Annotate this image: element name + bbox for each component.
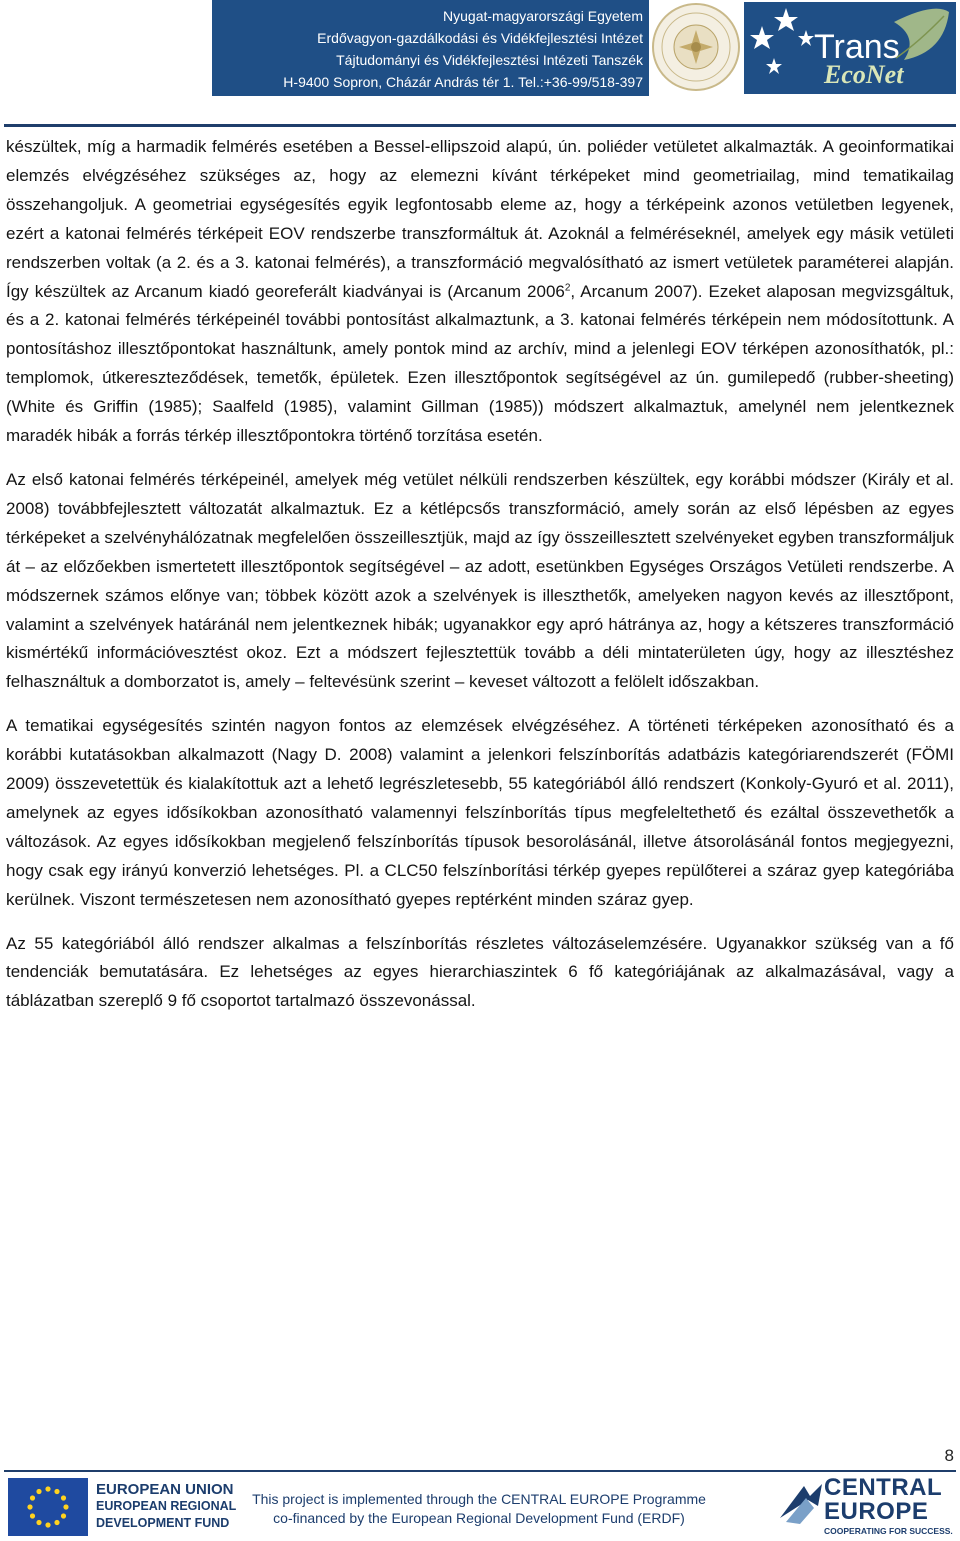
header-institute: Erdővagyon-gazdálkodási és Vidékfejlesztési Intézet [317, 30, 643, 46]
header-address: H-9400 Sopron, Cházár András tér 1. Tel.:+36-99/518-397 [283, 74, 643, 90]
footnote-marker: 2 [564, 281, 571, 293]
trans-econet-logo [744, 2, 956, 94]
eu-fund-label [96, 1481, 236, 1532]
page-number: 8 [944, 1446, 954, 1465]
eu-line-3: DEVELOPMENT FUND [96, 1516, 230, 1530]
document-body [6, 133, 954, 1031]
header-university: Nyugat-magyarországi Egyetem [443, 8, 643, 24]
paragraph-1-text-b: , Arcanum 2007). Ezeket alaposan megvizsgáltuk, és a 2. katonai felmérés térképeinél további pontosítást alkalmaztunk, a 3. katonai felmérés térképein nem módosítottunk. A pontosításhoz illesztőpontokat használtunk, amely pontok mind az archív, mind a jelenlegi EOV térképen azonosíthatók, pl.: templomok, útkereszteződések, temetők, épületek. Ezen illesztőpontok segítségével az ún. gumilepedő (rubber-sheeting) (White és Griffin (1985); Saalfeld (1985), valamint Gillman (1985)) módszert alkalmaztuk, amelynél nem jelentkeznek maradék hibák a forrás térkép illesztőpontokra történő torzítása esetén. [6, 281, 954, 446]
paragraph-4: Az 55 kategóriából álló rendszer alkalmas a felszínborítás részletes változáselemzésére. Ugyanakkor szükség van a fő tendenciák bemutatására. Ez lehetséges az egyes hierarchiaszintek 6 fő kategóriájának az alkalmazásával, vagy a táblázatban szereplő 9 fő csoportot tartalmazó összevonással. [6, 933, 954, 1011]
programme-line-2: co-financed by the European Regional Development Fund (ERDF) [273, 1510, 685, 1526]
programme-line-1: This project is implemented through the CENTRAL EUROPE Programme [252, 1491, 706, 1507]
ce-line-1: CENTRAL [824, 1474, 943, 1501]
central-europe-logo [776, 1474, 956, 1538]
programme-statement [224, 1490, 734, 1528]
econet-logo-text: EcoNet [824, 60, 904, 89]
university-seal-logo [651, 2, 741, 92]
header-divider [4, 124, 956, 127]
paragraph-1 [6, 133, 954, 451]
paragraph-2: Az első katonai felmérés térképeinél, amelyek még vetület nélküli rendszerben készültek, egy korábbi módszer (Király et al. 2008) továbbfejlesztett változatát alkalmaztuk. Ez a kétlépcsős transzformáció, amely során az első lépésben az egyes térképeket a szelvényhálózatnak megfelelően összeillesztjük, majd az így összeillesztett szelvényeket egyben transzformáljuk át – az előzőekben ismertetett illesztőpontok segítségével – az adott, esetünkben Egységes Országos Vetületi rendszerbe. A módszernek számos előnye van; többek között azok a szelvények is illeszthetők, amelyeken nagyon kevés az illesztőpont, valamint a szelvények határánál nem jelentkeznek hibák; ugyanakkor egy apró hátránya az, hogy a kétszeres transzformáció kismértékű információvesztést okoz. Ezt a módszert fejlesztettük tovább a déli mintaterületen úgy, hogy az illesztéshez felhasználtuk a domborzatot is, amely – feltevésünk szerint – keveset változott a felölelt időszakban. [6, 469, 954, 692]
header-address-block [212, 0, 649, 96]
ce-tagline: COOPERATING FOR SUCCESS. [824, 1526, 953, 1536]
footer-divider [4, 1470, 956, 1472]
trans-logo-text: Trans [814, 28, 900, 66]
eu-flag-icon [8, 1478, 88, 1536]
eu-line-2: EUROPEAN REGIONAL [96, 1499, 237, 1513]
header-department: Tájtudományi és Vidékfejlesztési Intézeti Tanszék [336, 52, 643, 68]
eu-line-1: EUROPEAN UNION [96, 1481, 234, 1498]
paragraph-1-text-a: készültek, míg a harmadik felmérés esetében a Bessel-ellipszoid alapú, ún. poliéder vetületet alkalmazták. A geoinformatikai elemzés elvégzéséhez szükséges az, hogy az elemezni kívánt térképeket mind geometriailag, mind tematikailag összehangoljuk. A geometriai egységesítés egyik legfontosabb eleme az, hogy a térképeink azonos vetületben legyenek, ezért a katonai felmérés térképeit EOV rendszerbe transzformáltuk át. Azoknál a felméréseknél, amelyek egy másik vetületi rendszerben voltak (a 2. és a 3. katonai felmérés), a transzformáció megvalósítható az ismert vetületek paraméterei alapján. Így készültek az Arcanum kiadó georeferált kiadványai is (Arcanum 2006 [6, 137, 954, 301]
paragraph-3: A tematikai egységesítés szintén nagyon fontos az elemzések elvégzéséhez. A történeti térképeken azonosítható és a korábbi kutatásokban alkalmazott (Nagy D. 2008) valamint a jelenkori felszínborítás adatbázis kategóriarendszerét (FÖMI 2009) összevetettük és kialakítottuk azt a lehető legrészletesebb, 55 kategóriából álló rendszert (Konkoly-Gyuró et al. 2011), amelynek az egyes idősíkokban azonosítható valamennyi felszínborítás típus megfeleltethető és ezáltal összevethetők a változások. Az egyes idősíkokban megjelenő felszínborítás típusok besorolásánál, illetve átsorolásánál fontos megjegyezni, hogy csak egy irányú konverzió lehetséges. Pl. a CLC50 felszínborítási térkép gyepes repülőterei a száraz gyep kategóriába kerülnek. Viszont természetesen nem azonosítható gyepes reptérként minden száraz gyep. [6, 716, 954, 909]
ce-line-2: EUROPE [824, 1498, 929, 1525]
